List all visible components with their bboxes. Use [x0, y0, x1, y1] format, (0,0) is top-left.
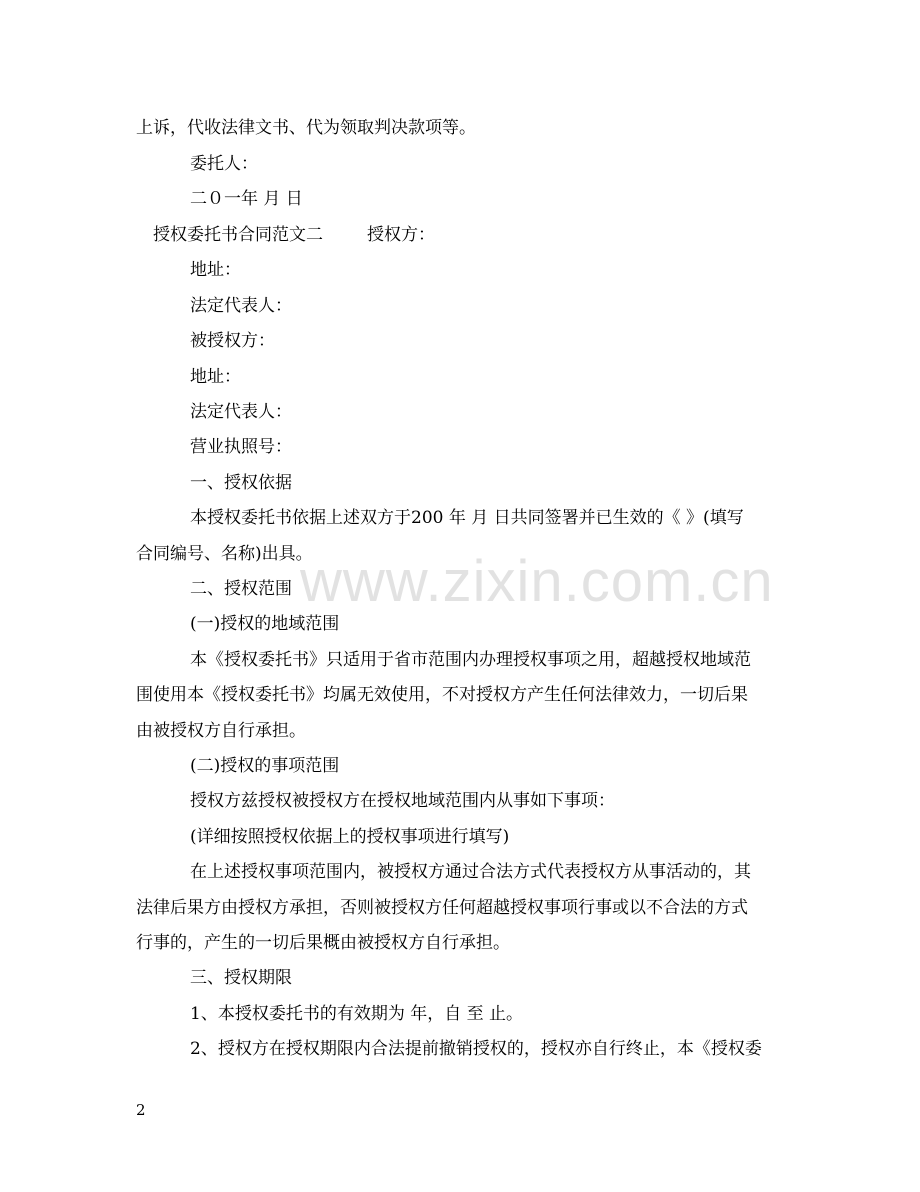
paragraph-line: 本《授权委托书》只适用于省市范围内办理授权事项之用，超越授权地域范	[190, 650, 751, 670]
paragraph-line: 1、本授权委托书的有效期为 年，自 至 止。	[190, 1004, 524, 1024]
date-line: 二０一年 月 日	[190, 189, 303, 209]
subsection-heading: (一)授权的地域范围	[190, 614, 340, 634]
client-label: 委托人：	[190, 154, 258, 174]
section-heading: 三、授权期限	[190, 968, 292, 988]
page-number: 2	[136, 1101, 146, 1119]
grantee-label: 被授权方：	[190, 331, 275, 351]
paragraph-line: (详细按照授权依据上的授权事项进行填写)	[190, 827, 510, 847]
paragraph-line: 在上述授权事项范围内，被授权方通过合法方式代表授权方从事活动的，其	[190, 862, 751, 882]
address-label: 地址：	[190, 260, 241, 280]
document-subtitle: 授权委托书合同范文二	[153, 225, 323, 245]
paragraph-line: 围使用本《授权委托书》均属无效使用，不对授权方产生任何法律效力，一切后果	[136, 685, 748, 705]
paragraph-line: 上诉，代收法律文书、代为领取判决款项等。	[136, 118, 476, 138]
paragraph-line: 本授权委托书依据上述双方于200 年 月 日共同签署并已生效的《 》(填写	[190, 508, 744, 528]
address-label: 地址：	[190, 367, 241, 387]
legal-rep-label: 法定代表人：	[190, 402, 292, 422]
paragraph-line: 法律后果方由授权方承担，否则被授权方任何超越授权事项行事或以不合法的方式	[136, 898, 748, 918]
section-heading: 二、授权范围	[190, 579, 292, 599]
legal-rep-label: 法定代表人：	[190, 296, 292, 316]
grantor-label: 授权方：	[367, 225, 435, 245]
paragraph-line: 行事的，产生的一切后果概由被授权方自行承担。	[136, 933, 510, 953]
paragraph-line: 授权方兹授权被授权方在授权地域范围内从事如下事项：	[190, 791, 615, 811]
paragraph-line: 合同编号、名称)出具。	[136, 544, 313, 564]
section-title-line	[153, 225, 435, 245]
license-number-label: 营业执照号：	[190, 437, 292, 457]
subsection-heading: (二)授权的事项范围	[190, 756, 340, 776]
section-heading: 一、授权依据	[190, 473, 292, 493]
paragraph-line: 由被授权方自行承担。	[136, 721, 306, 741]
paragraph-line: 2、授权方在授权期限内合法提前撤销授权的，授权亦自行终止，本《授权委	[190, 1039, 762, 1059]
watermark: www.zixin.com.cn	[300, 549, 774, 614]
